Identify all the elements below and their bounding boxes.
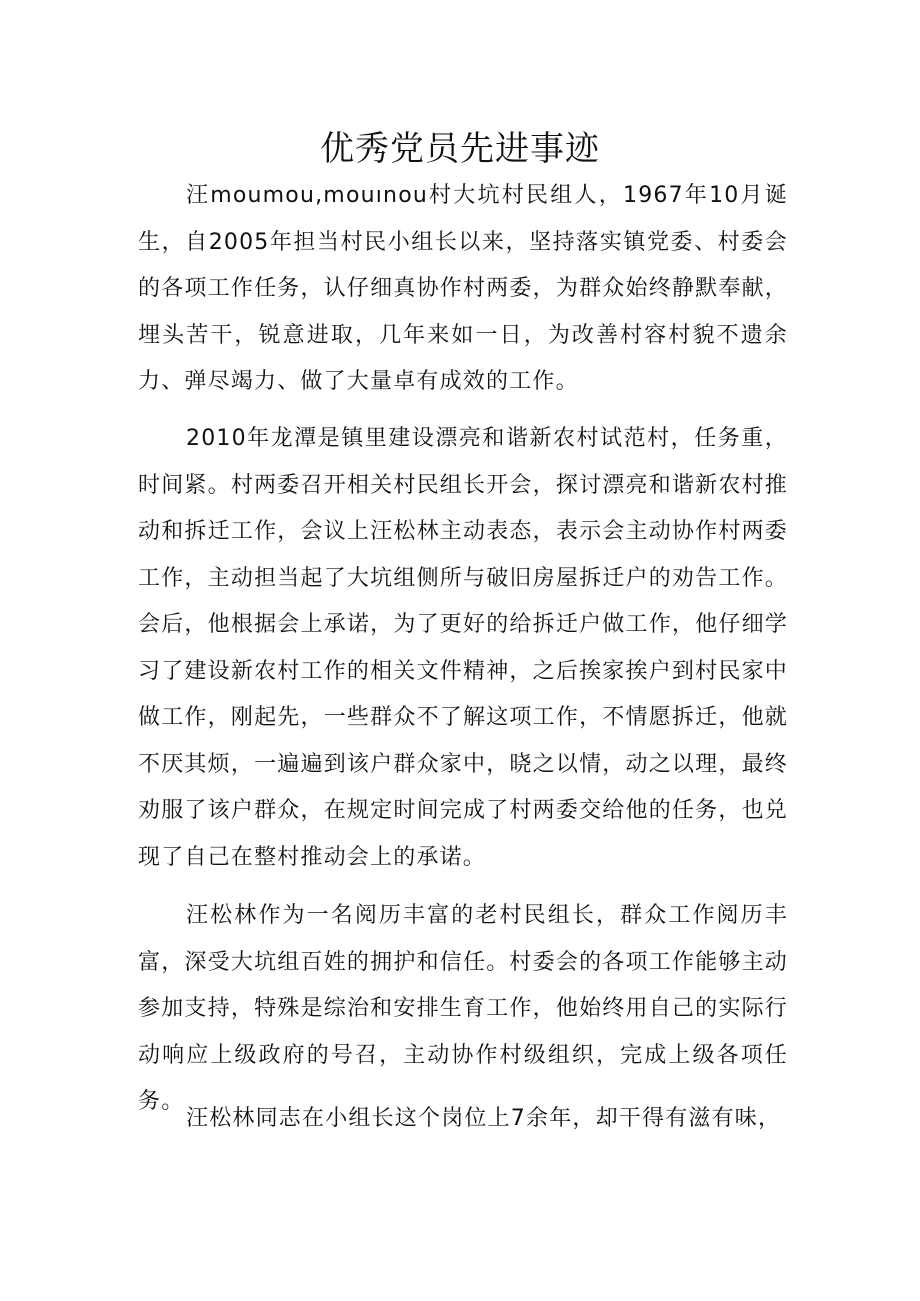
paragraph-4: 汪松林同志在小组长这个岗位上7余年，却干得有滋有味， — [186, 1106, 782, 1131]
paragraph-1: 汪moumou,mouınou村大坑村民组人，1967年10月诞生，自2005年担当村民小组长以来，坚持落实镇党委、村委会的各项工作任务，认仔细真协作村两委，为群众始终静默奉献，埋头苦干，锐意进取，几年来如一日，为改善村容村貌不遗余力、弹尽竭力、做了大量卓有成效的工作。 — [138, 183, 788, 394]
paragraph-3: 汪松林作为一名阅历丰富的老村民组长，群众工作阅历丰富，深受大坑组百姓的拥护和信任。村委会的各项工作能够主动参加支持，特殊是综治和安排生育工作，他始终用自己的实际行动响应上级政府的号召，主动协作村级组织，完成上级各项任务。 — [138, 903, 788, 1114]
paragraph-2: 2010年龙潭是镇里建设漂亮和谐新农村试范村，任务重，时间紧。村两委召开相关村民组长开会，探讨漂亮和谐新农村推动和拆迁工作，会议上汪松林主动表态，表示会主动协作村两委工作，主动担当起了大坑组侧所与破旧房屋拆迁户的劝告工作。会后，他根据会上承诺，为了更好的给拆迁户做工作，他仔细学习了建设新农村工作的相关文件精神，之后挨家挨户到村民家中做工作，刚起先，一些群众不了解这项工作，不情愿拆迁，他就不厌其烦，一遍遍到该户群众家中，晓之以情，动之以理，最终劝服了该户群众，在规定时间完成了村两委交给他的任务，也兑现了自己在整村推动会上的承诺。 — [138, 426, 788, 870]
document-title: 优秀党员先进事迹 — [320, 128, 600, 169]
